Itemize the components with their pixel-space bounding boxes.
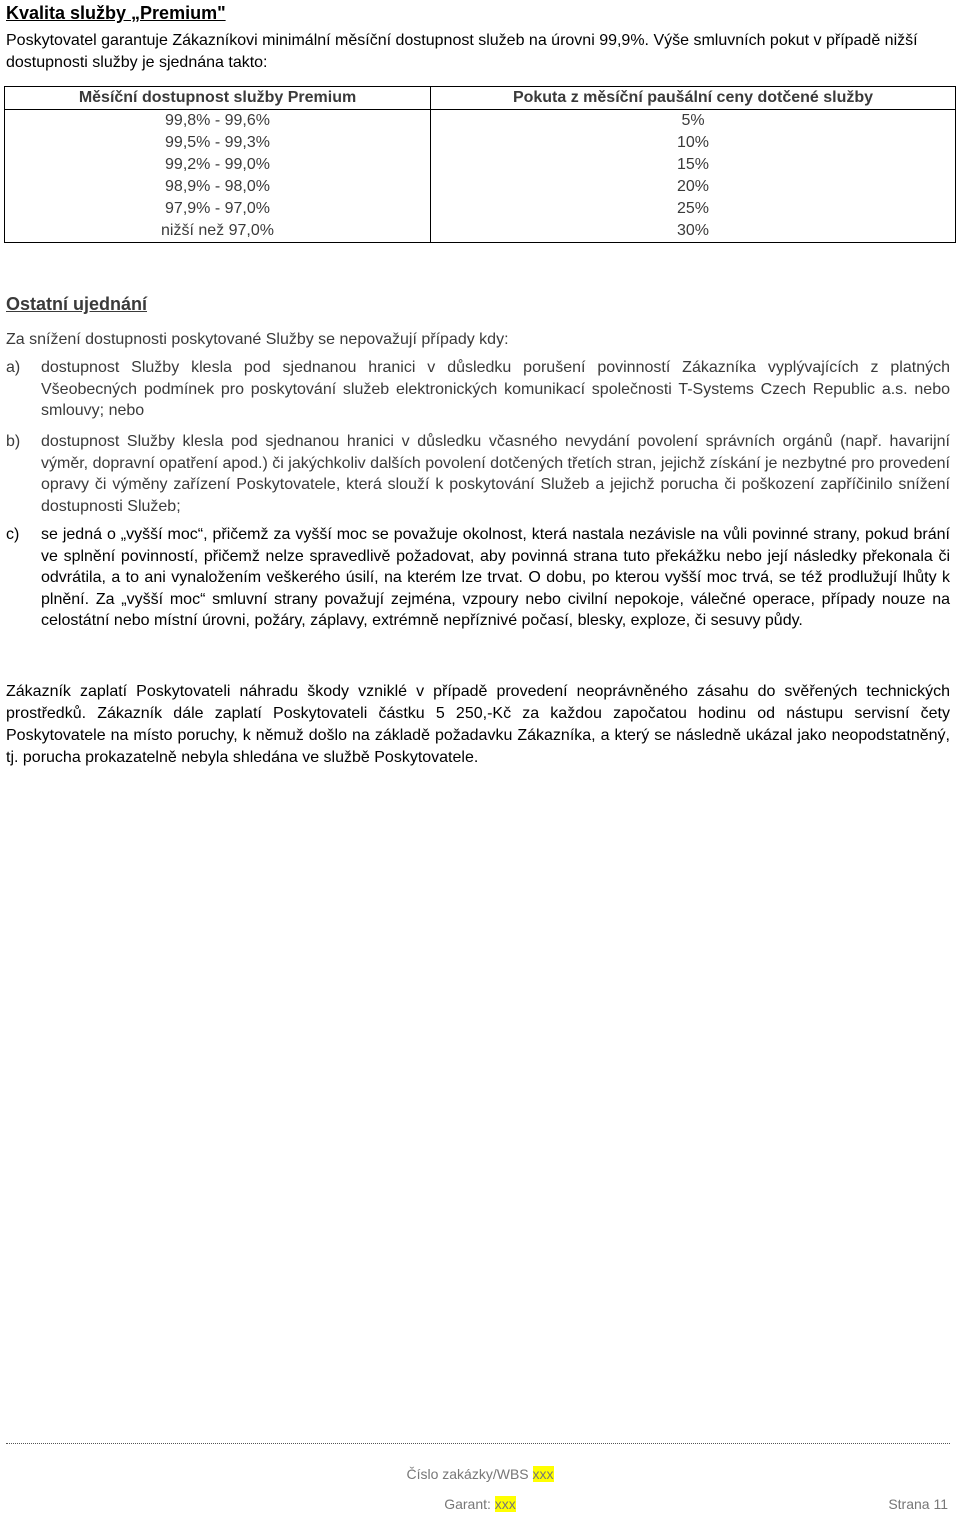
guarantor-value: xxx [494, 1496, 516, 1512]
list-marker: c) [6, 526, 20, 543]
penalty-cell: 20% [431, 176, 956, 198]
table-row [5, 132, 956, 154]
column-header-penalty: Pokuta z měsíční paušální ceny dotčené služby [431, 87, 956, 110]
penalty-cell: 10% [431, 132, 956, 154]
penalty-cell: 15% [431, 154, 956, 176]
other-heading: Ostatní ujednání [6, 294, 148, 314]
availability-cell: 98,9% - 98,0% [5, 176, 431, 198]
guarantor-label: Garant: [444, 1496, 495, 1512]
table-row [5, 220, 956, 243]
list-item-text: dostupnost Služby klesla pod sjednanou hranici v důsledku včasného nevydání povolení správních orgánů (např. havarijní výměr, dopravní opatření apod.) či jakýchkoliv dalších povolení dotčených třetích stran, jejichž získání je nezbytné pro provedení opravy či výměny zařízení Poskytovatele, která slouží k poskytování Služeb a jejichž porucha či poškození zapříčinilo snížení dostupnosti Služeb; [41, 433, 950, 515]
order-label: Číslo zakázky/WBS [406, 1466, 533, 1482]
footer-order-number [0, 1466, 960, 1482]
column-header-availability: Měsíční dostupnost služby Premium [5, 87, 431, 110]
penalty-cell: 5% [431, 110, 956, 133]
availability-cell: 99,5% - 99,3% [5, 132, 431, 154]
table-header-row [5, 87, 956, 110]
list-marker: a) [6, 359, 21, 376]
footer-divider [6, 1443, 950, 1444]
list-item-text: dostupnost Služby klesla pod sjednanou hranici v důsledku porušení povinností Zákazníka vyplývajících z platných Všeobecných podmínek pro poskytování služeb elektronických komunikací společnosti T-Systems Czech Republic a.s. nebo smlouvy; nebo [41, 359, 950, 419]
page-number: Strana 11 [888, 1496, 948, 1512]
penalty-table [4, 86, 956, 243]
availability-cell: nižší než 97,0% [5, 220, 431, 243]
list-item [6, 431, 950, 517]
table-row [5, 198, 956, 220]
other-lead: Za snížení dostupnosti poskytované Služby se nepovažují případy kdy: [6, 331, 509, 348]
table-row [5, 110, 956, 133]
availability-cell: 99,8% - 99,6% [5, 110, 431, 133]
footer-guarantor [0, 1496, 960, 1512]
closing-paragraph: Zákazník zaplatí Poskytovateli náhradu škody vzniklé v případě provedení neoprávněného zásahu do svěřených technických prostředků. Zákazník dále zaplatí Poskytovateli částku 5 250,-Kč za každou započatou hodinu od nástupu servisní čety Poskytovatele na místo poruchy, k němuž došlo na základě požadavku Zákazníka, a který se následně ukázal jako neopodstatněný, tj. porucha prokazatelně nebyla shledána ve službě Poskytovatele. [6, 683, 950, 766]
penalty-cell: 25% [431, 198, 956, 220]
list-item [6, 357, 950, 422]
table-row [5, 176, 956, 198]
order-value: xxx [532, 1466, 554, 1482]
quality-intro: Poskytovatel garantuje Zákazníkovi minimální měsíční dostupnost služeb na úrovni 99,9%. Výše smluvních pokut v případě nižší dostupnosti služby je sjednána takto: [6, 32, 918, 71]
table-row [5, 154, 956, 176]
availability-cell: 97,9% - 97,0% [5, 198, 431, 220]
list-item [6, 524, 950, 632]
list-item-text: se jedná o „vyšší moc“, přičemž za vyšší moc se považuje okolnost, která nastala nezávisle na vůli povinné strany, pokud brání ve splnění povinností, přičemž nelze spravedlivě požadovat, aby povinná strana tuto překážku nebo její následky překonala či odvrátila, a to ani vynaložením veškerého úsilí, na kterém lze trvat. O dobu, po kterou vyšší moc trvá, se též prodlužují lhůty k plnění. Za „vyšší moc“ smluvní strany považují zejména, vzpoury nebo civilní nepokoje, válečné operace, případy nouze na celostátní nebo místní úrovni, požáry, záplavy, extrémně nepříznivé počasí, blesky, exploze, či sesuvy půdy. [41, 526, 950, 629]
penalty-cell: 30% [431, 220, 956, 243]
availability-cell: 99,2% - 99,0% [5, 154, 431, 176]
quality-heading: Kvalita služby „Premium" [6, 3, 226, 23]
list-marker: b) [6, 433, 21, 450]
